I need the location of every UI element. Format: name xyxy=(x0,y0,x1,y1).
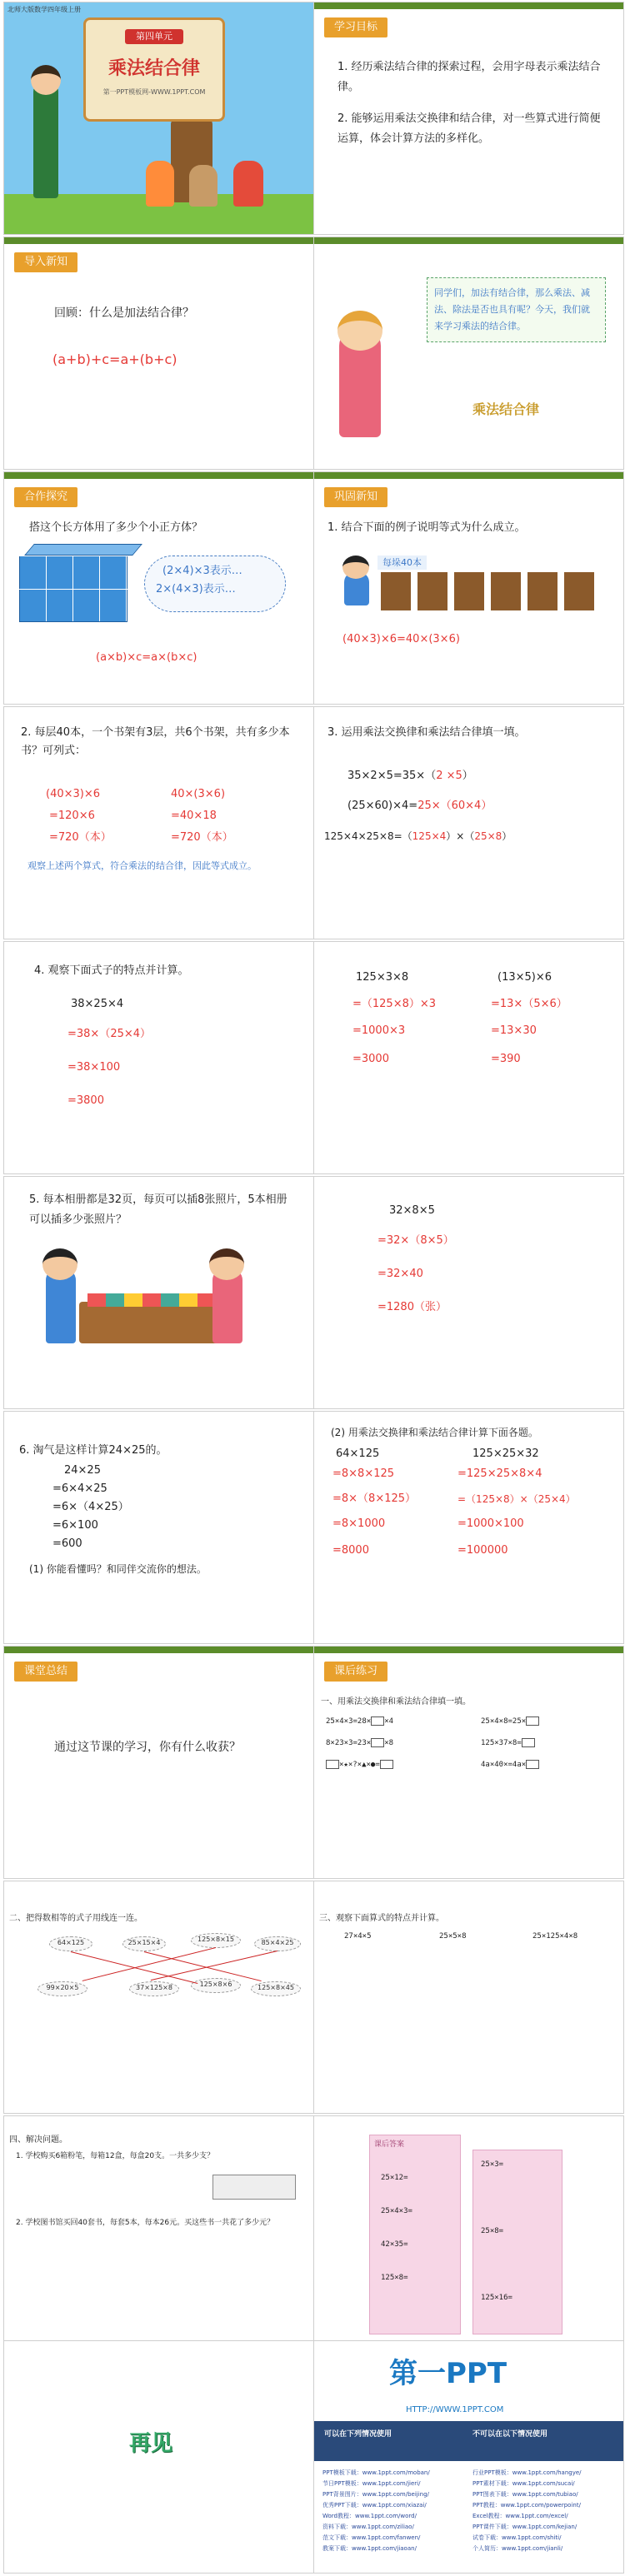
answer-row: 25×8= xyxy=(481,2227,504,2235)
footer-link[interactable]: PPT图表下载：www.1ppt.com/tubiao/ xyxy=(472,2491,578,2498)
footer-link[interactable]: 资料下载：www.1ppt.com/ziliao/ xyxy=(322,2524,414,2530)
footer-link[interactable]: 范文下载：www.1ppt.com/fanwen/ xyxy=(322,2534,421,2541)
header-bar xyxy=(314,2,624,9)
compute-a: 64×125 xyxy=(336,1447,380,1460)
header-bar xyxy=(4,237,314,244)
connect-question: 二、把得数相等的式子用线连一连。 xyxy=(9,1914,142,1923)
compute-b: 125×25×32 xyxy=(472,1447,539,1460)
link-list-right xyxy=(472,2468,618,2554)
solve-title: 四、解决问题。 xyxy=(9,2135,68,2145)
add-assoc-formula: (a+b)+c=a+(b+c) xyxy=(52,351,178,367)
fill-1-suffix: ） xyxy=(462,770,473,782)
hw-row-1 xyxy=(326,1715,393,1729)
thought-1: (2×4)×3表示… xyxy=(162,565,242,577)
oc-a: 27×4×5 xyxy=(344,1932,372,1941)
connect-line xyxy=(151,1951,278,1981)
option-6: 37×125×8 xyxy=(129,1981,179,1996)
footer-link[interactable]: 优秀PPT下载：www.1ppt.com/xiazai/ xyxy=(322,2502,427,2509)
fill-3-answer-a: 125×4 xyxy=(412,830,447,842)
unit-label: 第四单元 xyxy=(125,29,183,44)
answer-card-right xyxy=(472,2150,562,2334)
slide-tag: 课堂总结 xyxy=(14,1662,78,1682)
compute-a-3: =8×1000 xyxy=(332,1517,386,1530)
hw-row-3 xyxy=(326,1758,393,1772)
goodbye-text: 再见 xyxy=(129,2431,173,2456)
taoqi-step-4: =600 xyxy=(52,1537,82,1550)
compute-a-2: =8×（8×125） xyxy=(332,1492,417,1505)
hw-1b: ×4 xyxy=(384,1717,394,1726)
oc-b: 25×5×8 xyxy=(439,1932,467,1941)
pile-formula: (40×3)×6=40×(3×6) xyxy=(342,633,460,645)
slide-tag: 导入新知 xyxy=(14,252,78,272)
slide-summary xyxy=(3,1646,314,1879)
blank-box xyxy=(326,1760,339,1769)
hw-row-3-right xyxy=(481,1758,539,1772)
compute-b-1: =125×25×8×4 xyxy=(458,1467,542,1480)
slide-connect xyxy=(3,1881,314,2114)
answer-row: 125×8= xyxy=(381,2274,408,2282)
solve-p1: 1. 学校购买6箱粉笔，每箱12盒，每盒20支。一共多少支？ xyxy=(16,2152,215,2160)
hw-row-2-right xyxy=(481,1736,535,1751)
link-list-left xyxy=(322,2468,468,2554)
girl-head xyxy=(31,65,61,95)
teacher-head xyxy=(338,311,382,351)
slide-observe-calc xyxy=(313,1881,624,2114)
taoqi-step-3: =6×100 xyxy=(52,1519,98,1532)
footer-link[interactable]: Excel教程：www.1ppt.com/excel/ xyxy=(472,2513,568,2519)
fill-question: 3. 运用乘法交换律和乘法结合律填一填。 xyxy=(328,726,526,739)
observe-note: 观察上述两个算式，符合乘法的结合律，因此等式成立。 xyxy=(28,860,257,871)
option-8: 125×8×45 xyxy=(251,1981,301,1996)
option-7: 125×8×6 xyxy=(191,1978,241,1993)
books-question: 2. 每层40本，一个书架有3层，共6个书架，共有多少本书？可列式： xyxy=(21,726,290,757)
boy-head xyxy=(342,556,369,579)
oc-question: 三、观察下面算式的特点并计算。 xyxy=(319,1914,444,1923)
kid-1 xyxy=(146,161,174,207)
taoqi-expr: 24×25 xyxy=(64,1464,101,1477)
hw-1a: 25×4×3=28× xyxy=(326,1717,372,1726)
slide-tag: 合作探究 xyxy=(14,487,78,507)
girl-figure xyxy=(33,82,58,198)
hw-2c: 125×37×8= xyxy=(481,1739,522,1747)
cuboid-question: 搭这个长方体用了多少个小正方体？ xyxy=(29,521,203,534)
album-step-3: =1280（张） xyxy=(378,1301,447,1313)
fill-3-answer-b: 25×8 xyxy=(474,830,502,842)
calc-a-2: =1000×3 xyxy=(352,1024,406,1037)
brand-cannot: 不可以在以下情况使用 xyxy=(472,2430,548,2439)
thought-2: 2×(4×3)表示… xyxy=(156,583,236,595)
blank-box xyxy=(371,1738,384,1747)
hw-row-1-right xyxy=(481,1715,539,1729)
kid-3 xyxy=(233,161,263,207)
blank-box xyxy=(526,1760,539,1769)
kid-2 xyxy=(189,165,218,207)
observe-step-1: =38×（25×4） xyxy=(68,1028,152,1040)
header-bar xyxy=(314,237,624,244)
taoqi-ask: (1) 你能看懂吗？和同伴交流你的想法。 xyxy=(29,1563,207,1575)
calc-b-3: =390 xyxy=(491,1053,521,1065)
goal-2: 2. 能够运用乘法交换律和结合律，对一些算式进行简便运算，体会计算方法的多样化。 xyxy=(338,112,601,145)
footer-link[interactable]: 试卷下载：www.1ppt.com/shiti/ xyxy=(472,2534,562,2541)
slide-album xyxy=(3,1176,314,1409)
brand-logo: 第一PPT xyxy=(389,2357,508,2390)
footer-link[interactable]: 行业PPT模板：www.1ppt.com/hangye/ xyxy=(472,2469,582,2476)
slide-album-calc xyxy=(313,1176,624,1409)
footer-link[interactable]: 节日PPT模板：www.1ppt.com/jieri/ xyxy=(322,2480,421,2487)
fill-eq-3 xyxy=(324,827,512,845)
fill-2-answer: 25×（60×4） xyxy=(418,800,492,812)
calc-a: 125×3×8 xyxy=(356,971,409,984)
teacher-bubble: 同学们，加法有结合律，那么乘法、减法、除法是否也具有呢？今天，我们就来学习乘法的结合律。 xyxy=(427,277,606,342)
cuboid-grid xyxy=(19,556,128,622)
summary-question: 通过这节课的学习，你有什么收获？ xyxy=(54,1741,241,1754)
box-figure xyxy=(212,2175,296,2200)
table-albums xyxy=(88,1293,212,1307)
slide-taoqi xyxy=(3,1411,314,1644)
top-label: 北师大版数学四年级上册 xyxy=(8,6,81,13)
taoqi-step-1: =6×4×25 xyxy=(52,1482,108,1495)
calc-b-1: =13×（5×6） xyxy=(491,998,568,1010)
fill-1-answer: 2 ×5 xyxy=(436,770,462,782)
answer-row: 42×35= xyxy=(381,2240,408,2249)
fill-2-prefix: (25×60)×4= xyxy=(348,800,418,812)
slide-tag: 巩固新知 xyxy=(324,487,388,507)
practice-question: 1. 结合下面的例子说明等式为什么成立。 xyxy=(328,521,526,534)
option-5: 99×20×5 xyxy=(38,1981,88,1996)
calc-right-1: 40×(3×6) xyxy=(171,788,226,800)
fill-eq-2 xyxy=(348,797,492,815)
hw-3a: ×★×?×▲×●= xyxy=(339,1761,380,1769)
mul-assoc-formula: (a×b)×c=a×(b×c) xyxy=(96,651,198,664)
slide-compute xyxy=(313,1411,624,1644)
calc-b: (13×5)×6 xyxy=(498,971,552,984)
blank-box xyxy=(522,1738,535,1747)
calc-left-3: =720（本） xyxy=(49,831,112,844)
compute-b-4: =100000 xyxy=(458,1544,508,1557)
slide-observe xyxy=(3,941,314,1174)
calc-right-2: =40×18 xyxy=(171,810,217,822)
slide-fill xyxy=(313,706,624,939)
footer-link[interactable]: PPT教程：www.1ppt.com/powerpoint/ xyxy=(472,2502,581,2509)
option-3: 125×8×15 xyxy=(191,1933,241,1948)
calc-left-2: =120×6 xyxy=(49,810,95,822)
header-bar xyxy=(314,472,624,479)
slide-observe-2 xyxy=(313,941,624,1174)
answer-row: 125×16= xyxy=(481,2294,512,2302)
stamp-title: 乘法结合律 xyxy=(472,401,540,417)
footer-link[interactable]: 教案下载：www.1ppt.com/jiaoan/ xyxy=(322,2545,417,2552)
hw-row-2 xyxy=(326,1736,393,1751)
album-step-2: =32×40 xyxy=(378,1268,423,1280)
option-1: 64×125 xyxy=(49,1936,92,1951)
answer-card-left xyxy=(369,2135,461,2334)
compute-b-2: =（125×8）×（25×4） xyxy=(458,1493,576,1505)
slide-explore xyxy=(3,471,314,705)
slide-homework xyxy=(313,1646,624,1879)
slide-goals xyxy=(313,2,624,235)
calc-right-3: =720（本） xyxy=(171,831,233,844)
compute-a-1: =8×8×125 xyxy=(332,1467,395,1480)
hw-question: 一、用乘法交换律和乘法结合律填一填。 xyxy=(321,1697,471,1707)
fill-eq-1 xyxy=(348,767,473,785)
slide-solve xyxy=(3,2115,314,2349)
footer-link[interactable]: Word教程：www.1ppt.com/word/ xyxy=(322,2513,417,2519)
calc-b-2: =13×30 xyxy=(491,1024,537,1037)
header-bar xyxy=(4,472,314,479)
review-question: 回顾：什么是加法结合律？ xyxy=(54,306,194,320)
fill-3-prefix: 125×4×25×8=（ xyxy=(324,830,412,842)
solve-p2: 2. 学校图书馆买回40套书，每套5本，每本26元。买这些书一共花了多少元？ xyxy=(16,2219,275,2227)
slide-intro-2 xyxy=(313,237,624,470)
option-4: 85×4×25 xyxy=(254,1936,301,1951)
compute-a-4: =8000 xyxy=(332,1544,369,1557)
fill-3-mid: ）×（ xyxy=(446,830,475,842)
brand-can: 可以在下列情况使用 xyxy=(324,2430,392,2439)
blank-box xyxy=(371,1717,384,1726)
compute-b-3: =1000×100 xyxy=(458,1517,524,1530)
observe-step-2: =38×100 xyxy=(68,1061,121,1074)
album-step-1: =32×（8×5） xyxy=(378,1234,454,1247)
cover-url: 第一PPT模板网-WWW.1PPT.COM xyxy=(102,88,206,96)
taoqi-question: 6. 淘气是这样计算24×25的。 xyxy=(19,1444,168,1457)
slide-tag: 学习目标 xyxy=(324,17,388,37)
slide-tag: 课后练习 xyxy=(324,1662,388,1682)
footer-link[interactable]: PPT素材下载：www.1ppt.com/sucai/ xyxy=(472,2480,575,2487)
header-bar xyxy=(4,1647,314,1653)
fill-3-suffix: ） xyxy=(502,830,512,842)
footer-link[interactable]: PPT背景图片：www.1ppt.com/beijing/ xyxy=(322,2491,429,2498)
blank-box xyxy=(380,1760,393,1769)
answer-label: 课后答案 xyxy=(374,2140,405,2149)
calc-a-3: =3000 xyxy=(352,1053,389,1065)
album-expr: 32×8×5 xyxy=(389,1204,435,1217)
answer-row: 25×4×3= xyxy=(381,2207,412,2215)
girl-head xyxy=(209,1248,244,1280)
hw-2a: 8×23×3=23× xyxy=(326,1739,372,1747)
book-piles xyxy=(381,572,598,610)
taoqi-step-2: =6×（4×25） xyxy=(52,1501,129,1513)
table-figure xyxy=(79,1302,221,1343)
cover-title: 乘法结合律 xyxy=(108,58,200,79)
hw-1c: 25×4×8=25× xyxy=(481,1717,527,1726)
album-question: 5. 每本相册都是32页，每页可以插8张照片，5本相册可以插多少张照片？ xyxy=(29,1193,288,1226)
compute-question: (2) 用乘法交换律和乘法结合律计算下面各题。 xyxy=(331,1427,538,1438)
slide-answers xyxy=(313,2115,624,2349)
header-bar xyxy=(314,1647,624,1653)
observe-expr: 38×25×4 xyxy=(71,998,124,1010)
slide-practice-1 xyxy=(313,471,624,705)
footer-link[interactable]: PPT模板下载：www.1ppt.com/moban/ xyxy=(322,2469,430,2476)
footer-link[interactable]: 个人简历：www.1ppt.com/jianli/ xyxy=(472,2545,563,2552)
slide-cover xyxy=(3,2,314,235)
pile-label: 每垛40本 xyxy=(378,556,427,570)
slide-intro xyxy=(3,237,314,470)
answer-row: 25×3= xyxy=(481,2160,504,2169)
hw-3c: 4a×40×=4a× xyxy=(481,1761,527,1769)
observe-step-3: =3800 xyxy=(68,1094,104,1107)
goal-1: 1. 经历乘法结合律的探索过程，会用字母表示乘法结合律。 xyxy=(338,61,601,93)
footer-link[interactable]: PPT课件下载：www.1ppt.com/kejian/ xyxy=(472,2524,578,2530)
slide-goodbye xyxy=(3,2340,314,2574)
brand-url: HTTP://WWW.1PPT.COM xyxy=(406,2405,504,2414)
observe-question: 4. 观察下面式子的特点并计算。 xyxy=(34,964,189,977)
option-2: 25×15×4 xyxy=(122,1936,166,1951)
slide-books xyxy=(3,706,314,939)
calc-a-1: =（125×8）×3 xyxy=(352,998,437,1010)
boy-head xyxy=(42,1248,78,1280)
hw-2b: ×8 xyxy=(384,1739,394,1747)
oc-c: 25×125×4×8 xyxy=(532,1932,578,1941)
fill-1-prefix: 35×2×5=35×（ xyxy=(348,770,437,782)
answer-row: 25×12= xyxy=(381,2174,408,2182)
slide-brand xyxy=(313,2340,624,2574)
cuboid-top xyxy=(24,544,142,556)
blank-box xyxy=(526,1717,539,1726)
calc-left-1: (40×3)×6 xyxy=(46,788,101,800)
